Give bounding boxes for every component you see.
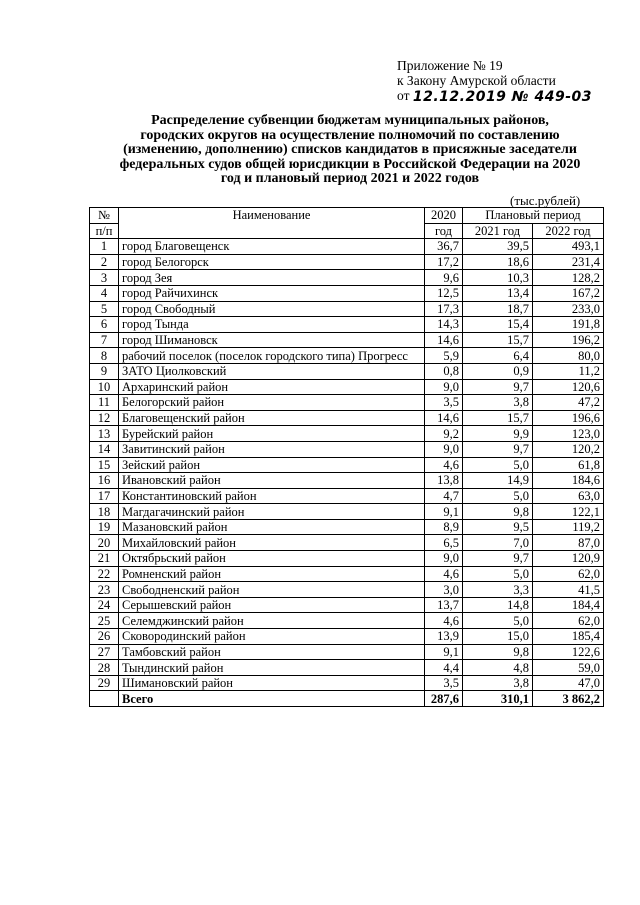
row-value-2022: 11,2 — [533, 363, 604, 379]
row-value-2021: 5,0 — [463, 613, 533, 629]
row-name: Магдагачинский район — [119, 504, 425, 520]
row-name: город Райчихинск — [119, 285, 425, 301]
row-value-2020: 9,6 — [425, 270, 463, 286]
table-row — [90, 348, 604, 364]
row-name: Константиновский район — [119, 488, 425, 504]
row-value-2021: 9,7 — [463, 441, 533, 457]
row-value-2022: 62,0 — [533, 566, 604, 582]
row-value-2021: 9,9 — [463, 426, 533, 442]
row-number: 11 — [90, 395, 119, 411]
row-value-2022: 41,5 — [533, 582, 604, 598]
title-line: год и плановый период 2021 и 2022 годов — [220, 171, 480, 186]
row-value-2020: 13,8 — [425, 473, 463, 489]
row-value-2022: 128,2 — [533, 270, 604, 286]
row-value-2022: 47,2 — [533, 395, 604, 411]
row-number: 17 — [90, 488, 119, 504]
row-name: город Тында — [119, 317, 425, 333]
table-row — [90, 566, 604, 582]
row-value-2020: 14,6 — [425, 410, 463, 426]
row-number: 23 — [90, 582, 119, 598]
row-name: Ивановский район — [119, 473, 425, 489]
row-value-2022: 191,8 — [533, 317, 604, 333]
row-value-2022: 184,4 — [533, 597, 604, 613]
row-name: город Благовещенск — [119, 239, 425, 255]
row-name: Михайловский район — [119, 535, 425, 551]
row-value-2020: 4,6 — [425, 457, 463, 473]
row-value-2020: 13,9 — [425, 629, 463, 645]
row-number: 5 — [90, 301, 119, 317]
row-value-2022: 122,6 — [533, 644, 604, 660]
row-value-2022: 233,0 — [533, 301, 604, 317]
row-number: 16 — [90, 473, 119, 489]
row-number: 20 — [90, 535, 119, 551]
table-row — [90, 597, 604, 613]
row-number: 12 — [90, 410, 119, 426]
row-value-2020: 9,2 — [425, 426, 463, 442]
row-number: 3 — [90, 270, 119, 286]
row-value-2021: 5,0 — [463, 488, 533, 504]
row-value-2021: 10,3 — [463, 270, 533, 286]
row-value-2020: 9,1 — [425, 504, 463, 520]
row-number: 4 — [90, 285, 119, 301]
row-value-2020: 0,8 — [425, 363, 463, 379]
document-title — [80, 114, 620, 187]
row-name: Мазановский район — [119, 519, 425, 535]
row-value-2021: 7,0 — [463, 535, 533, 551]
table-row — [90, 285, 604, 301]
header-2020-sub: год — [425, 223, 463, 239]
table-row — [90, 254, 604, 270]
row-value-2021: 9,7 — [463, 551, 533, 567]
row-value-2022: 61,8 — [533, 457, 604, 473]
row-name: Благовещенский район — [119, 410, 425, 426]
row-value-2020: 17,2 — [425, 254, 463, 270]
row-name: ЗАТО Циолковский — [119, 363, 425, 379]
handwritten-date-number: 12.12.2019 № 449-03 — [412, 89, 593, 105]
row-value-2020: 5,9 — [425, 348, 463, 364]
row-number: 14 — [90, 441, 119, 457]
row-number: 27 — [90, 644, 119, 660]
table-row — [90, 473, 604, 489]
table-row — [90, 457, 604, 473]
row-value-2021: 9,7 — [463, 379, 533, 395]
row-value-2020: 9,0 — [425, 441, 463, 457]
row-value-2022: 62,0 — [533, 613, 604, 629]
table-row — [90, 332, 604, 348]
row-number: 15 — [90, 457, 119, 473]
row-value-2021: 15,7 — [463, 410, 533, 426]
row-name: Сковородинский район — [119, 629, 425, 645]
row-value-2021: 9,8 — [463, 504, 533, 520]
row-value-2021: 9,5 — [463, 519, 533, 535]
row-value-2020: 4,6 — [425, 613, 463, 629]
row-name: Свободненский район — [119, 582, 425, 598]
header-name: Наименование — [119, 208, 425, 239]
row-value-2022: 120,2 — [533, 441, 604, 457]
row-value-2021: 15,7 — [463, 332, 533, 348]
row-value-2020: 36,7 — [425, 239, 463, 255]
row-value-2021: 3,8 — [463, 675, 533, 691]
header-2021: 2021 год — [463, 223, 533, 239]
table-row — [90, 629, 604, 645]
row-value-2021: 4,8 — [463, 660, 533, 676]
units-label: (тыс.рублей) — [510, 193, 581, 208]
subvention-table — [89, 207, 604, 707]
row-name: рабочий поселок (поселок городского типа) Прогресс — [119, 348, 425, 364]
row-value-2022: 119,2 — [533, 519, 604, 535]
row-value-2020: 14,3 — [425, 317, 463, 333]
row-number: 24 — [90, 597, 119, 613]
row-value-2021: 15,4 — [463, 317, 533, 333]
table-row — [90, 239, 604, 255]
row-value-2020: 8,9 — [425, 519, 463, 535]
table-row — [90, 317, 604, 333]
title-line: (изменению, дополнению) списков кандидатов в присяжные заседатели — [123, 142, 577, 157]
table-row — [90, 441, 604, 457]
row-name: Тамбовский район — [119, 644, 425, 660]
row-number: 29 — [90, 675, 119, 691]
table-row — [90, 363, 604, 379]
row-number: 28 — [90, 660, 119, 676]
row-number: 8 — [90, 348, 119, 364]
row-value-2021: 5,0 — [463, 457, 533, 473]
total-empty-cell — [90, 691, 119, 707]
row-value-2020: 9,0 — [425, 379, 463, 395]
row-value-2020: 4,7 — [425, 488, 463, 504]
row-number: 2 — [90, 254, 119, 270]
row-name: Серышевский район — [119, 597, 425, 613]
row-value-2021: 39,5 — [463, 239, 533, 255]
row-value-2022: 123,0 — [533, 426, 604, 442]
appendix-date-prefix: от — [397, 88, 410, 103]
total-label: Всего — [119, 691, 425, 707]
row-value-2020: 13,7 — [425, 597, 463, 613]
table-row — [90, 379, 604, 395]
row-number: 1 — [90, 239, 119, 255]
row-value-2021: 6,4 — [463, 348, 533, 364]
row-number: 25 — [90, 613, 119, 629]
row-name: Селемджинский район — [119, 613, 425, 629]
table-row — [90, 301, 604, 317]
row-value-2021: 13,4 — [463, 285, 533, 301]
title-line: Распределение субвенции бюджетам муниципальных районов, — [151, 113, 549, 128]
appendix-law: к Закону Амурской области — [397, 73, 556, 88]
title-line: федеральных судов общей юрисдикции в Российской Федерации на 2020 — [119, 156, 581, 172]
row-number: 9 — [90, 363, 119, 379]
row-value-2021: 3,8 — [463, 395, 533, 411]
row-value-2020: 9,1 — [425, 644, 463, 660]
row-value-2020: 3,5 — [425, 675, 463, 691]
row-name: город Свободный — [119, 301, 425, 317]
table-row — [90, 519, 604, 535]
table-row — [90, 613, 604, 629]
row-number: 13 — [90, 426, 119, 442]
row-name: город Зея — [119, 270, 425, 286]
row-name: Шимановский район — [119, 675, 425, 691]
table-row — [90, 582, 604, 598]
row-name: Ромненский район — [119, 566, 425, 582]
row-number: 18 — [90, 504, 119, 520]
table-row — [90, 535, 604, 551]
row-name: Зейский район — [119, 457, 425, 473]
row-number: 6 — [90, 317, 119, 333]
row-number: 7 — [90, 332, 119, 348]
row-value-2022: 184,6 — [533, 473, 604, 489]
header-num-sub: п/п — [90, 223, 119, 239]
row-value-2020: 4,6 — [425, 566, 463, 582]
row-value-2022: 59,0 — [533, 660, 604, 676]
row-name: Завитинский район — [119, 441, 425, 457]
total-value-2022: 3 862,2 — [533, 691, 604, 707]
row-number: 26 — [90, 629, 119, 645]
row-number: 22 — [90, 566, 119, 582]
row-number: 10 — [90, 379, 119, 395]
row-value-2022: 47,0 — [533, 675, 604, 691]
row-value-2022: 120,9 — [533, 551, 604, 567]
row-value-2021: 15,0 — [463, 629, 533, 645]
table-row — [90, 395, 604, 411]
total-value-2021: 310,1 — [463, 691, 533, 707]
table-row — [90, 270, 604, 286]
row-value-2021: 9,8 — [463, 644, 533, 660]
row-value-2022: 120,6 — [533, 379, 604, 395]
appendix-block — [397, 58, 592, 104]
row-value-2020: 6,5 — [425, 535, 463, 551]
header-num: № — [90, 208, 119, 224]
row-name: Белогорский район — [119, 395, 425, 411]
table-row — [90, 675, 604, 691]
row-value-2020: 9,0 — [425, 551, 463, 567]
row-name: город Шимановск — [119, 332, 425, 348]
table-row — [90, 488, 604, 504]
row-value-2022: 122,1 — [533, 504, 604, 520]
row-number: 19 — [90, 519, 119, 535]
row-name: Бурейский район — [119, 426, 425, 442]
row-value-2020: 17,3 — [425, 301, 463, 317]
table-row — [90, 660, 604, 676]
row-value-2021: 14,9 — [463, 473, 533, 489]
row-value-2022: 63,0 — [533, 488, 604, 504]
table-row — [90, 504, 604, 520]
row-value-2020: 14,6 — [425, 332, 463, 348]
row-value-2021: 0,9 — [463, 363, 533, 379]
row-value-2022: 87,0 — [533, 535, 604, 551]
row-value-2022: 80,0 — [533, 348, 604, 364]
header-2022: 2022 год — [533, 223, 604, 239]
table-row — [90, 410, 604, 426]
row-value-2022: 493,1 — [533, 239, 604, 255]
title-line: городских округов на осуществление полномочий по составлению — [140, 127, 560, 143]
row-name: Октябрьский район — [119, 551, 425, 567]
row-value-2021: 5,0 — [463, 566, 533, 582]
row-value-2021: 14,8 — [463, 597, 533, 613]
row-number: 21 — [90, 551, 119, 567]
row-value-2022: 167,2 — [533, 285, 604, 301]
row-name: Тындинский район — [119, 660, 425, 676]
header-2020: 2020 — [425, 208, 463, 224]
row-value-2020: 12,5 — [425, 285, 463, 301]
appendix-date-line — [397, 88, 592, 104]
row-value-2021: 18,7 — [463, 301, 533, 317]
total-value-2020: 287,6 — [425, 691, 463, 707]
table-row — [90, 426, 604, 442]
row-value-2020: 3,5 — [425, 395, 463, 411]
row-value-2022: 231,4 — [533, 254, 604, 270]
row-value-2022: 185,4 — [533, 629, 604, 645]
row-name: Архаринский район — [119, 379, 425, 395]
appendix-number: Приложение № 19 — [397, 58, 503, 73]
row-value-2021: 18,6 — [463, 254, 533, 270]
row-name: город Белогорск — [119, 254, 425, 270]
row-value-2021: 3,3 — [463, 582, 533, 598]
row-value-2022: 196,6 — [533, 410, 604, 426]
table-header-row — [90, 208, 604, 224]
row-value-2022: 196,2 — [533, 332, 604, 348]
table-total-row — [90, 691, 604, 707]
row-value-2020: 3,0 — [425, 582, 463, 598]
header-plan-period: Плановый период — [463, 208, 604, 224]
table-row — [90, 551, 604, 567]
table-row — [90, 644, 604, 660]
row-value-2020: 4,4 — [425, 660, 463, 676]
